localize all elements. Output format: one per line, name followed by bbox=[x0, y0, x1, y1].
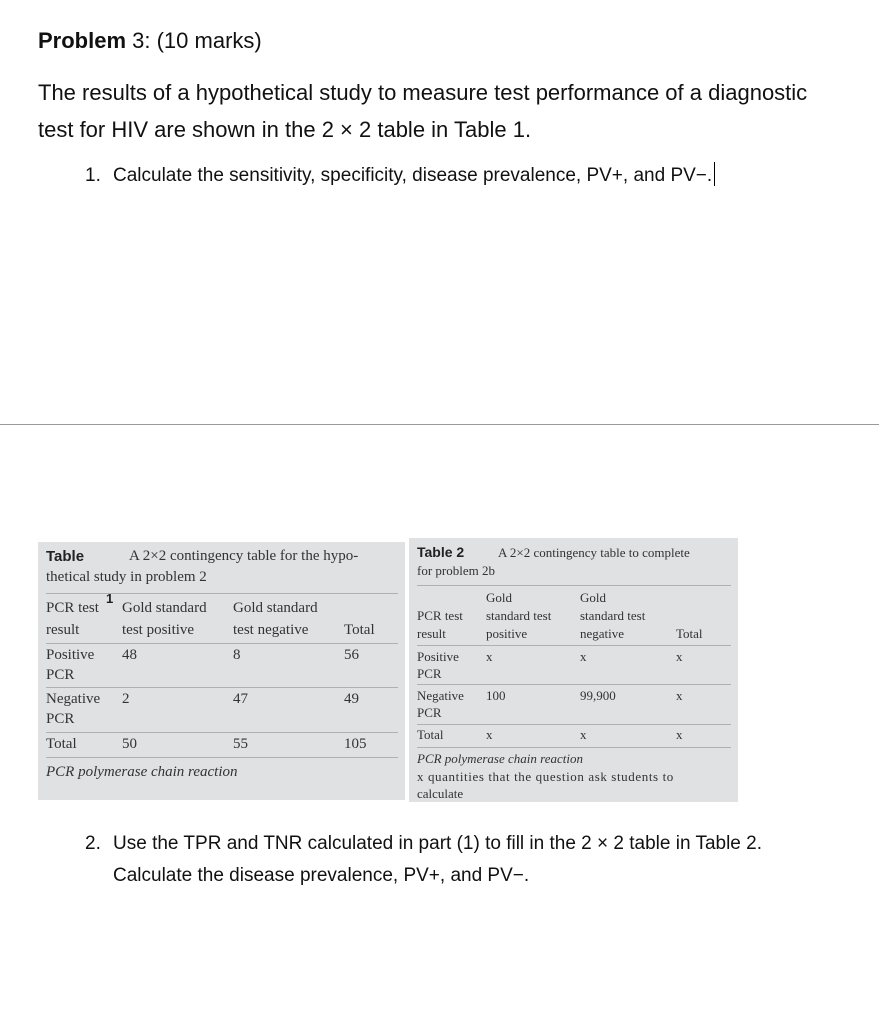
table-2-header-col2-line2: standard test bbox=[580, 608, 646, 623]
table-1-header-col1-line1: Gold standard bbox=[122, 600, 207, 616]
table-2-row1-pos: x bbox=[486, 649, 493, 664]
table-1-total-total: 105 bbox=[344, 736, 367, 752]
table-2-header-col1-line2: standard test bbox=[486, 608, 552, 623]
table-2-total-label: Total bbox=[417, 727, 444, 742]
table-1-rule-bottom bbox=[46, 757, 398, 758]
table-1-row2-label-line1: Negative bbox=[46, 691, 101, 707]
problem-label: Problem bbox=[38, 28, 127, 53]
table-2-row1-label-line1: Positive bbox=[417, 649, 459, 664]
intro-paragraph: The results of a hypothetical study to measure test performance of a diagnostic test for HIV are shown in the 2 × 2 table in Table 1. bbox=[38, 80, 808, 142]
table-1-header-col2-line2: test negative bbox=[233, 622, 309, 638]
table-2-header-col2-line3: negative bbox=[580, 626, 625, 641]
table-2-total-neg: x bbox=[580, 727, 587, 742]
table-1-row2-neg: 47 bbox=[233, 691, 248, 707]
table-2-header-col2-line1: Gold bbox=[580, 590, 606, 605]
table-1-total-neg: 55 bbox=[233, 736, 248, 752]
table-1-caption-line1: A 2×2 contingency table for the hypo- bbox=[129, 548, 359, 564]
table-1 bbox=[38, 542, 405, 800]
table-1-row2-total: 49 bbox=[344, 691, 359, 707]
table-1-total-pos: 50 bbox=[122, 736, 137, 752]
table-2-total-total: x bbox=[676, 727, 683, 742]
table-1-header-col1-line2: test positive bbox=[122, 622, 195, 638]
table-1-caption-line2: thetical study in problem 2 bbox=[46, 569, 207, 585]
table-2-footnote-2-line2: calculate bbox=[417, 786, 464, 801]
table-2 bbox=[409, 538, 738, 802]
table-2-caption-line1: A 2×2 contingency table to complete bbox=[498, 545, 690, 560]
table-2-row1-label-line2: PCR bbox=[417, 666, 442, 681]
table-1-header-col0-line1: PCR test bbox=[46, 600, 99, 616]
table-2-row2-neg: 99,900 bbox=[580, 688, 616, 703]
table-2-header-col0-line1: PCR test bbox=[417, 608, 463, 623]
table-2-row1-neg: x bbox=[580, 649, 587, 664]
table-2-header-col0-line2: result bbox=[417, 626, 446, 641]
list-item-2-text[interactable]: Use the TPR and TNR calculated in part (1) to fill in the 2 × 2 table in Table 2. Calculate the disease prevalence, PV+, and PV−. bbox=[113, 833, 762, 886]
list-item-1-number: 1. bbox=[85, 165, 101, 186]
table-2-header-col1-line1: Gold bbox=[486, 590, 512, 605]
table-2-rule-top bbox=[417, 585, 731, 586]
table-2-row2-label-line2: PCR bbox=[417, 705, 442, 720]
table-2-row1-total: x bbox=[676, 649, 683, 664]
list-item-1-text[interactable] bbox=[85, 160, 845, 192]
table-2-rule-row1 bbox=[417, 684, 731, 685]
table-1-rule-row1 bbox=[46, 687, 398, 688]
table-1-label: Table bbox=[46, 548, 85, 565]
table-1-row1-label-line2: PCR bbox=[46, 667, 75, 683]
list-item-2-number: 2. bbox=[85, 833, 101, 854]
list-item-2 bbox=[85, 828, 825, 892]
table-1-header-col2-line1: Gold standard bbox=[233, 600, 318, 616]
table-1-total-label: Total bbox=[46, 736, 77, 752]
table-1-header-col3: Total bbox=[344, 622, 375, 638]
table-2-rule-row2 bbox=[417, 724, 731, 725]
problem-marks: 3: (10 marks) bbox=[126, 28, 262, 53]
page-divider bbox=[0, 424, 879, 425]
table-2-header-col1-line3: positive bbox=[486, 626, 528, 641]
table-2-caption-line2: for problem 2b bbox=[417, 563, 495, 578]
table-1-number-overlay: 1 bbox=[106, 591, 114, 606]
table-2-rule-bottom bbox=[417, 747, 731, 748]
table-2-row2-total: x bbox=[676, 688, 683, 703]
table-2-label: Table 2 bbox=[417, 544, 465, 560]
table-2-header-col3: Total bbox=[676, 626, 703, 641]
table-2-row2-label-line1: Negative bbox=[417, 688, 464, 703]
table-2-row2-pos: 100 bbox=[486, 688, 506, 703]
table-2-footnote-1: PCR polymerase chain reaction bbox=[417, 751, 583, 766]
table-1-rule-row2 bbox=[46, 732, 398, 733]
list-item-1-content: Calculate the sensitivity, specificity, disease prevalence, PV+, and PV−. bbox=[113, 165, 713, 186]
table-1-row1-label-line1: Positive bbox=[46, 647, 95, 663]
table-2-total-pos: x bbox=[486, 727, 493, 742]
table-2-footnote-2-line1: x quantities that the question ask students to bbox=[417, 769, 674, 784]
table-1-row1-total: 56 bbox=[344, 647, 359, 663]
table-1-footnote: PCR polymerase chain reaction bbox=[46, 764, 238, 780]
table-1-row1-neg: 8 bbox=[233, 647, 241, 663]
table-1-rule-top bbox=[46, 593, 398, 594]
table-1-header-col0-line2: result bbox=[46, 622, 80, 638]
table-2-rule-header bbox=[417, 645, 731, 646]
table-1-row1-pos: 48 bbox=[122, 647, 137, 663]
text-cursor bbox=[714, 162, 715, 186]
list-item-1 bbox=[85, 160, 845, 192]
table-1-row2-pos: 2 bbox=[122, 691, 130, 707]
table-1-row2-label-line2: PCR bbox=[46, 711, 75, 727]
problem-heading bbox=[38, 28, 262, 54]
table-1-rule-header bbox=[46, 643, 398, 644]
